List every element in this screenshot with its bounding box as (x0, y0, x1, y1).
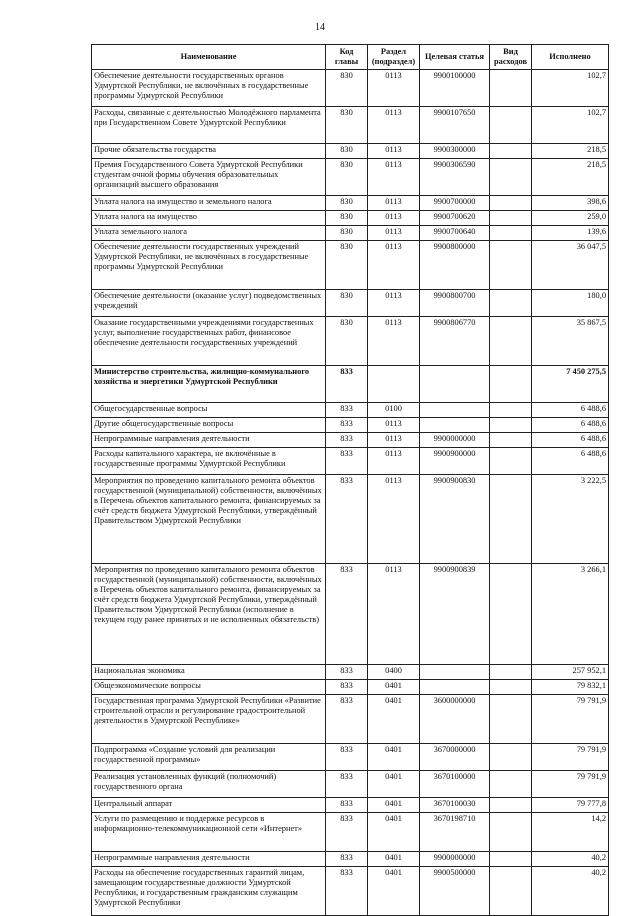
page-number: 14 (315, 22, 325, 33)
cell-code: 830 (326, 241, 368, 290)
cell-section: 0113 (368, 144, 420, 159)
table-row (92, 680, 609, 695)
cell-code: 833 (326, 771, 368, 798)
table-row (92, 144, 609, 159)
cell-code: 830 (326, 159, 368, 196)
cell-code: 830 (326, 211, 368, 226)
cell-target: 9900900830 (420, 475, 490, 564)
cell-type (490, 107, 532, 144)
table-row (92, 475, 609, 564)
cell-amount: 35 867,5 (532, 317, 609, 366)
cell-code: 833 (326, 798, 368, 813)
cell-name: Прочие обязательства государства (92, 144, 326, 159)
header-section: Раздел (подраздел) (368, 45, 420, 70)
cell-name: Расходы, связанные с деятельностью Молодёжного парламента при Государственном Совете Удмуртской Республики (92, 107, 326, 144)
cell-amount: 40,2 (532, 867, 609, 916)
cell-section: 0113 (368, 159, 420, 196)
table-row (92, 867, 609, 916)
cell-target: 9900900000 (420, 448, 490, 475)
cell-name: Непрограммные направления деятельности (92, 433, 326, 448)
cell-target: 9900100000 (420, 70, 490, 107)
cell-name: Обеспечение деятельности государственных учреждений Удмуртской Республики, не включённых в государственные программы Удмуртской Республики (92, 241, 326, 290)
table-row (92, 564, 609, 665)
cell-code: 833 (326, 680, 368, 695)
cell-code: 830 (326, 290, 368, 317)
table-header-row (92, 45, 609, 70)
cell-section: 0401 (368, 852, 420, 867)
table-row (92, 744, 609, 771)
cell-amount: 79 832,1 (532, 680, 609, 695)
cell-target: 9900800000 (420, 241, 490, 290)
cell-name: Мероприятия по проведению капитального ремонта объектов государственной (муниципальной) собственности, включённых в Перечень объектов капитального ремонта, финансируемых за счёт средств бюджета Удмуртской Республики, утверждённый Правительством Удмуртской Республики (исполнение в текущем году ранее принятых и не исполненных обязательств) (92, 564, 326, 665)
cell-amount: 79 791,9 (532, 744, 609, 771)
cell-code: 830 (326, 226, 368, 241)
cell-target (420, 366, 490, 403)
table-row (92, 852, 609, 867)
table-row (92, 70, 609, 107)
cell-target: 9900500000 (420, 867, 490, 916)
cell-name: Оказание государственными учреждениями государственных услуг, выполнение государственных работ, финансовое обеспечение деятельности государственных учреждений (92, 317, 326, 366)
table-row (92, 317, 609, 366)
cell-amount: 102,7 (532, 70, 609, 107)
table-row (92, 771, 609, 798)
cell-section: 0401 (368, 744, 420, 771)
cell-amount: 79 777,8 (532, 798, 609, 813)
cell-code: 833 (326, 366, 368, 403)
cell-section: 0401 (368, 867, 420, 916)
cell-amount: 7 450 275,5 (532, 366, 609, 403)
cell-name: Расходы капитального характера, не включённые в государственные программы Удмуртской Республики (92, 448, 326, 475)
cell-section: 0113 (368, 317, 420, 366)
table-row (92, 196, 609, 211)
table-row (92, 290, 609, 317)
cell-amount: 79 791,9 (532, 771, 609, 798)
cell-type (490, 144, 532, 159)
cell-target (420, 680, 490, 695)
table-row (92, 448, 609, 475)
cell-section: 0401 (368, 813, 420, 852)
table-row (92, 211, 609, 226)
cell-target: 9900300000 (420, 144, 490, 159)
cell-type (490, 317, 532, 366)
cell-section: 0401 (368, 798, 420, 813)
cell-section: 0113 (368, 196, 420, 211)
cell-type (490, 852, 532, 867)
cell-section: 0401 (368, 695, 420, 744)
table-row (92, 226, 609, 241)
cell-amount: 3 222,5 (532, 475, 609, 564)
cell-target: 9900700640 (420, 226, 490, 241)
table-row (92, 366, 609, 403)
cell-code: 830 (326, 317, 368, 366)
cell-amount: 218,5 (532, 159, 609, 196)
cell-code: 833 (326, 433, 368, 448)
cell-section: 0401 (368, 771, 420, 798)
cell-target: 3670100000 (420, 771, 490, 798)
cell-type (490, 366, 532, 403)
cell-name: Национальная экономика (92, 665, 326, 680)
cell-target (420, 418, 490, 433)
cell-name: Реализация установленных функций (полномочий) государственного органа (92, 771, 326, 798)
cell-amount: 180,0 (532, 290, 609, 317)
header-target: Целевая статья (420, 45, 490, 70)
cell-section: 0113 (368, 70, 420, 107)
cell-type (490, 798, 532, 813)
cell-target: 9900700620 (420, 211, 490, 226)
cell-amount: 40,2 (532, 852, 609, 867)
table-row (92, 813, 609, 852)
cell-name: Мероприятия по проведению капитального ремонта объектов государственной (муниципальной) собственности, включённых в Перечень объектов капитального ремонта, финансируемых за счёт средств бюджета Удмуртской Республики, утверждённый Правительством Удмуртской Республики (92, 475, 326, 564)
cell-code: 830 (326, 196, 368, 211)
cell-name: Общегосударственные вопросы (92, 403, 326, 418)
cell-section: 0400 (368, 665, 420, 680)
cell-name: Другие общегосударственные вопросы (92, 418, 326, 433)
cell-name: Обеспечение деятельности (оказание услуг) подведомственных учреждений (92, 290, 326, 317)
cell-target: 9900806770 (420, 317, 490, 366)
cell-code: 830 (326, 144, 368, 159)
cell-code: 833 (326, 695, 368, 744)
cell-name: Государственная программа Удмуртской Республики «Развитие строительной отрасли и регулирование градостроительной деятельности в Удмуртской Республике» (92, 695, 326, 744)
cell-section: 0113 (368, 475, 420, 564)
cell-target: 3670100030 (420, 798, 490, 813)
cell-target: 3670000000 (420, 744, 490, 771)
table-row (92, 695, 609, 744)
table-row (92, 403, 609, 418)
cell-type (490, 290, 532, 317)
cell-target: 9900900839 (420, 564, 490, 665)
cell-amount: 139,6 (532, 226, 609, 241)
cell-name: Непрограммные направления деятельности (92, 852, 326, 867)
cell-amount: 6 488,6 (532, 448, 609, 475)
cell-name: Общеэкономические вопросы (92, 680, 326, 695)
cell-section: 0113 (368, 290, 420, 317)
cell-code: 830 (326, 70, 368, 107)
cell-section: 0113 (368, 241, 420, 290)
cell-code: 833 (326, 867, 368, 916)
table-row (92, 107, 609, 144)
table-row (92, 433, 609, 448)
cell-amount: 218,5 (532, 144, 609, 159)
cell-amount: 102,7 (532, 107, 609, 144)
cell-type (490, 403, 532, 418)
cell-type (490, 70, 532, 107)
table-row (92, 241, 609, 290)
cell-target: 3600000000 (420, 695, 490, 744)
cell-type (490, 226, 532, 241)
cell-code: 833 (326, 418, 368, 433)
cell-amount: 14,2 (532, 813, 609, 852)
cell-type (490, 813, 532, 852)
cell-target (420, 403, 490, 418)
cell-type (490, 680, 532, 695)
cell-type (490, 665, 532, 680)
cell-section (368, 366, 420, 403)
cell-section: 0113 (368, 433, 420, 448)
header-type: Вид расходов (490, 45, 532, 70)
cell-section: 0113 (368, 564, 420, 665)
header-name: Наименование (92, 45, 326, 70)
cell-amount: 6 488,6 (532, 403, 609, 418)
cell-section: 0113 (368, 418, 420, 433)
cell-amount: 3 266,1 (532, 564, 609, 665)
header-amount: Исполнено (532, 45, 609, 70)
cell-code: 833 (326, 744, 368, 771)
cell-type (490, 196, 532, 211)
cell-target: 9900000000 (420, 433, 490, 448)
cell-target: 9900000000 (420, 852, 490, 867)
cell-type (490, 564, 532, 665)
cell-type (490, 159, 532, 196)
cell-code: 833 (326, 475, 368, 564)
cell-name: Уплата земельного налога (92, 226, 326, 241)
cell-section: 0401 (368, 680, 420, 695)
table-row (92, 665, 609, 680)
table-row (92, 159, 609, 196)
cell-amount: 6 488,6 (532, 418, 609, 433)
cell-code: 830 (326, 107, 368, 144)
cell-name: Подпрограмма «Создание условий для реализации государственной программы» (92, 744, 326, 771)
cell-amount: 257 952,1 (532, 665, 609, 680)
cell-code: 833 (326, 403, 368, 418)
cell-name: Уплата налога на имущество и земельного налога (92, 196, 326, 211)
table-row (92, 418, 609, 433)
cell-section: 0113 (368, 226, 420, 241)
cell-code: 833 (326, 813, 368, 852)
cell-name: Премия Государственного Совета Удмуртской Республики студентам очной формы обучения образовательных организаций высшего образования (92, 159, 326, 196)
cell-name: Уплата налога на имущество (92, 211, 326, 226)
cell-target: 3670198710 (420, 813, 490, 852)
cell-code: 833 (326, 665, 368, 680)
cell-target: 9900107650 (420, 107, 490, 144)
cell-type (490, 475, 532, 564)
cell-amount: 259,0 (532, 211, 609, 226)
cell-type (490, 744, 532, 771)
header-code: Код главы (326, 45, 368, 70)
cell-section: 0113 (368, 211, 420, 226)
cell-code: 833 (326, 448, 368, 475)
cell-amount: 6 488,6 (532, 433, 609, 448)
cell-name: Услуги по размещению и поддержке ресурсов в информационно-телекоммуникационной сети «Интернет» (92, 813, 326, 852)
budget-table (91, 44, 609, 916)
cell-type (490, 771, 532, 798)
cell-code: 833 (326, 564, 368, 665)
cell-type (490, 241, 532, 290)
cell-code: 833 (326, 852, 368, 867)
cell-name: Центральный аппарат (92, 798, 326, 813)
cell-name: Обеспечение деятельности государственных органов Удмуртской Республики, не включённых в государственные программы Удмуртской Республики (92, 70, 326, 107)
table-row (92, 798, 609, 813)
cell-type (490, 448, 532, 475)
cell-target: 9900800700 (420, 290, 490, 317)
cell-type (490, 867, 532, 916)
cell-type (490, 433, 532, 448)
cell-target: 9900700000 (420, 196, 490, 211)
cell-target: 9900306590 (420, 159, 490, 196)
cell-section: 0113 (368, 448, 420, 475)
cell-amount: 36 047,5 (532, 241, 609, 290)
cell-type (490, 418, 532, 433)
cell-target (420, 665, 490, 680)
cell-type (490, 695, 532, 744)
cell-section: 0113 (368, 107, 420, 144)
cell-name: Расходы на обеспечение государственных гарантий лицам, замещающим государственные должности Удмуртской Республики, и государственным гражданским служащим Удмуртской Республики (92, 867, 326, 916)
cell-type (490, 211, 532, 226)
cell-amount: 79 791,9 (532, 695, 609, 744)
cell-amount: 398,6 (532, 196, 609, 211)
cell-section: 0100 (368, 403, 420, 418)
cell-name: Министерство строительства, жилищно-коммунального хозяйства и энергетики Удмуртской Республики (92, 366, 326, 403)
